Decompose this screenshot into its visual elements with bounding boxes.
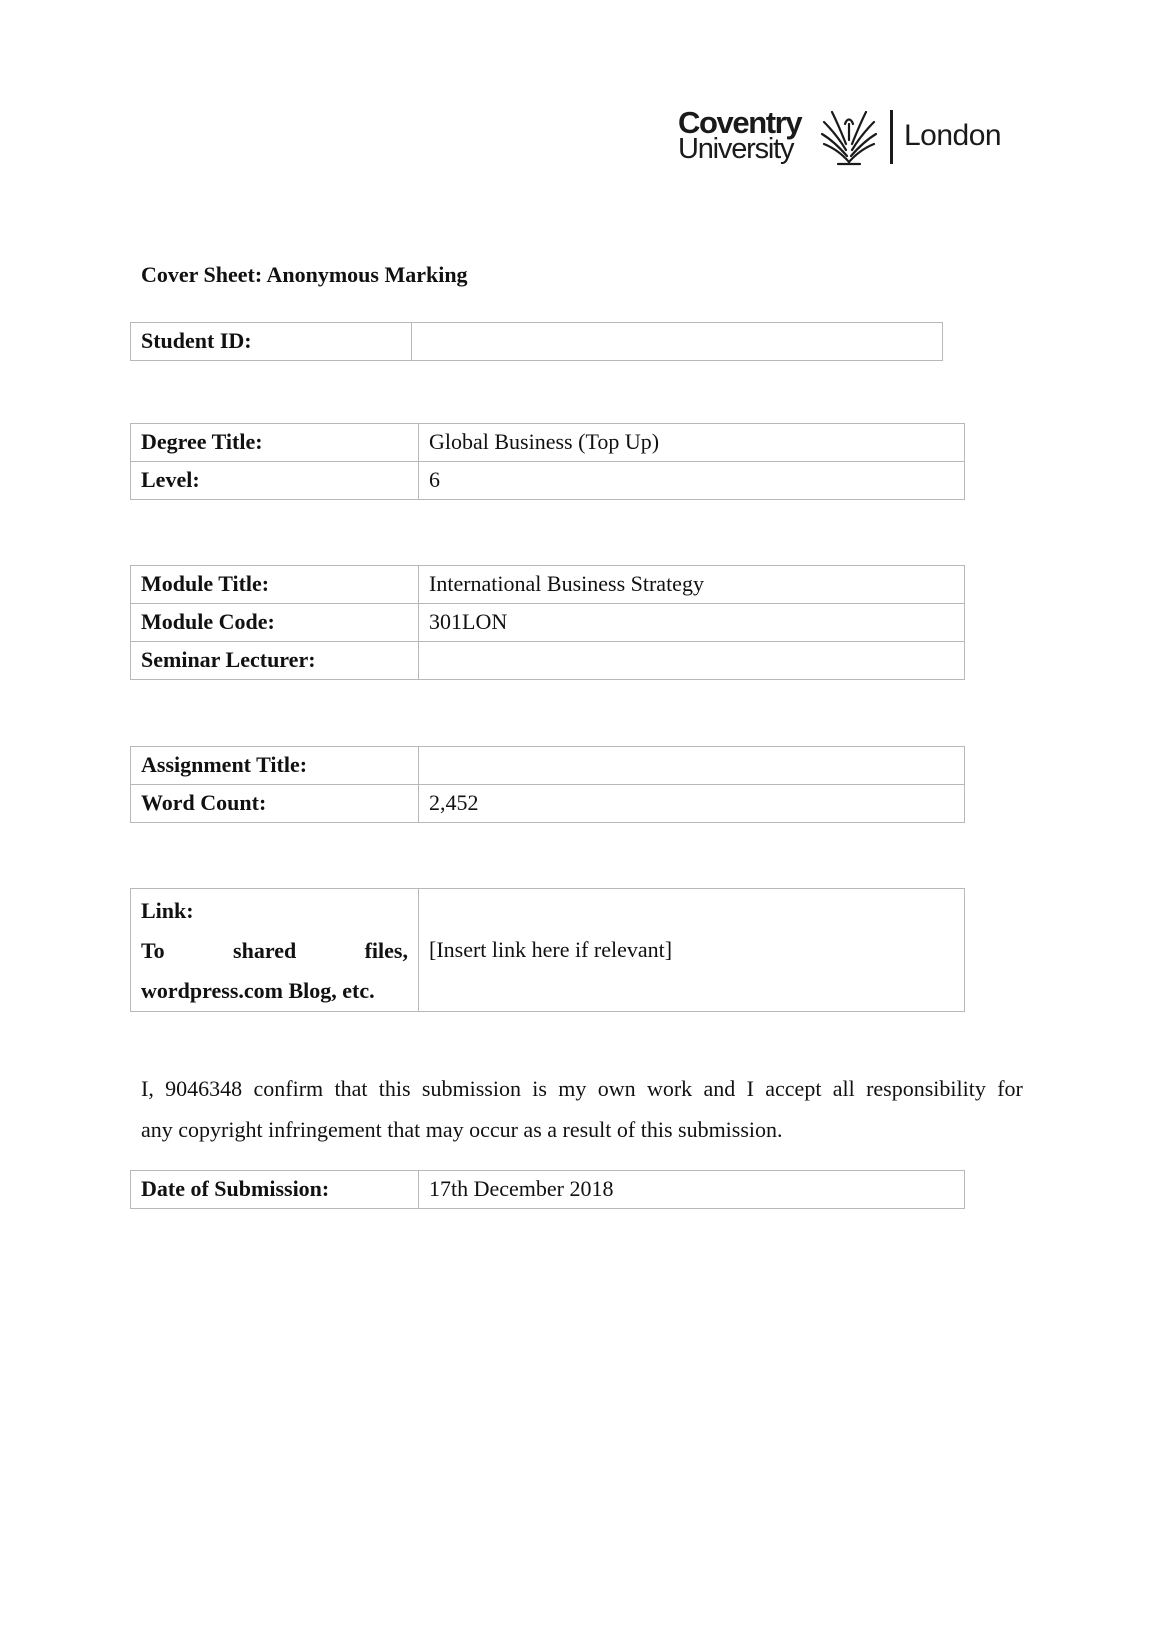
declaration-word: is — [532, 1076, 547, 1101]
word-count-value: 2,452 — [419, 785, 965, 823]
phoenix-emblem-icon — [818, 104, 880, 168]
seminar-lecturer-label: Seminar Lecturer: — [131, 642, 419, 680]
link-value: [Insert link here if relevant] — [419, 889, 965, 1012]
level-label: Level: — [131, 462, 419, 500]
table-row — [131, 1171, 965, 1209]
student-id-label: Student ID: — [131, 323, 412, 361]
degree-title-label: Degree Title: — [131, 424, 419, 462]
declaration-word: I, — [141, 1076, 154, 1101]
link-label: Link: — [141, 898, 194, 923]
page-title: Cover Sheet: Anonymous Marking — [141, 262, 468, 287]
link-label-cell — [131, 889, 419, 1012]
link-desc-word: shared — [233, 938, 297, 963]
table-row — [131, 604, 965, 642]
student-id-table — [130, 322, 943, 361]
module-table — [130, 565, 965, 680]
link-desc-word: To — [141, 938, 165, 963]
declaration-word: confirm — [253, 1076, 324, 1101]
declaration-word: accept — [765, 1076, 822, 1101]
word-count-label: Word Count: — [131, 785, 419, 823]
degree-title-value: Global Business (Top Up) — [419, 424, 965, 462]
module-title-label: Module Title: — [131, 566, 419, 604]
declaration-student-number: 9046348 — [165, 1076, 243, 1101]
link-desc-word: files, — [364, 938, 408, 963]
declaration-word: that — [334, 1076, 368, 1101]
table-row — [131, 462, 965, 500]
logo-london-text: London — [904, 119, 1002, 152]
link-description-line2: wordpress.com Blog, etc. — [141, 978, 375, 1003]
table-row — [131, 747, 965, 785]
student-id-value — [412, 323, 943, 361]
assignment-title-value — [419, 747, 965, 785]
declaration-word: own — [597, 1076, 636, 1101]
module-code-label: Module Code: — [131, 604, 419, 642]
link-table — [130, 888, 965, 1012]
declaration-word: submission — [421, 1076, 521, 1101]
level-value: 6 — [419, 462, 965, 500]
table-row — [131, 566, 965, 604]
table-row — [131, 323, 943, 361]
degree-table — [130, 423, 965, 500]
table-row — [131, 889, 965, 1012]
table-row — [131, 424, 965, 462]
seminar-lecturer-value — [419, 642, 965, 680]
declaration-word: I — [746, 1076, 754, 1101]
logo-university-text: University — [678, 133, 794, 165]
university-logo — [678, 104, 1002, 168]
declaration-word: work — [646, 1076, 693, 1101]
declaration-word: and — [703, 1076, 736, 1101]
link-description-line1 — [141, 931, 408, 971]
submission-date-label: Date of Submission: — [131, 1171, 419, 1209]
module-code-value: 301LON — [419, 604, 965, 642]
declaration-word: my — [558, 1076, 587, 1101]
logo-divider — [890, 110, 893, 164]
submission-date-table — [130, 1170, 965, 1209]
declaration-word: for — [997, 1076, 1023, 1101]
table-row — [131, 785, 965, 823]
submission-date-value: 17th December 2018 — [419, 1171, 965, 1209]
module-title-value: International Business Strategy — [419, 566, 965, 604]
declaration-text — [141, 1068, 1023, 1150]
table-row — [131, 642, 965, 680]
logo-coventry-text: Coventry — [678, 105, 802, 140]
declaration-line1 — [141, 1068, 1023, 1109]
declaration-word: this — [378, 1076, 411, 1101]
assignment-table — [130, 746, 965, 823]
declaration-word: responsibility — [866, 1076, 986, 1101]
assignment-title-label: Assignment Title: — [131, 747, 419, 785]
declaration-word: all — [832, 1076, 855, 1101]
declaration-line2: any copyright infringement that may occur as a result of this submission. — [141, 1117, 783, 1142]
